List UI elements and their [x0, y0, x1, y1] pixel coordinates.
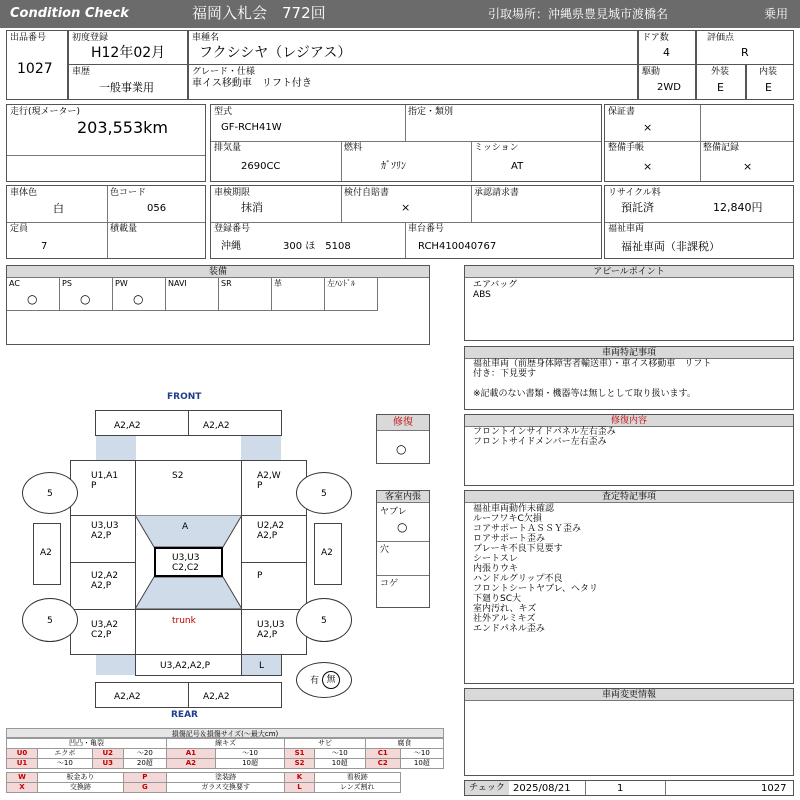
legend-cell: U3 — [92, 759, 123, 769]
appeal-title: アピールポイント — [465, 266, 793, 278]
wheel-rear-left: 5 — [22, 598, 78, 642]
cabin-koge-label: コゲ — [380, 579, 399, 589]
changes-title: 車両変更情報 — [465, 689, 793, 701]
legend-mark: ガラス交換要す — [166, 783, 284, 793]
legend-cell: U1 — [7, 759, 38, 769]
drive: 2WD — [657, 82, 681, 93]
check-label: チェック — [465, 781, 509, 795]
special-title: 車両特記事項 — [465, 347, 793, 359]
front-fender-right: A2,W P — [241, 460, 307, 516]
wheel-rear-right: 5 — [296, 598, 352, 642]
trim-cell — [188, 64, 638, 100]
inspection-label: 車検期限 — [214, 188, 251, 198]
cabin-yabure-value: ○ — [397, 520, 408, 534]
body-color-label: 車体色 — [10, 188, 38, 198]
vehicle-name-cell — [188, 30, 638, 65]
check-lot: 1027 — [761, 783, 787, 794]
equipment-label: PW — [115, 279, 128, 288]
diagram-rear-label: REAR — [171, 710, 198, 720]
wheel-front-left: 5 — [22, 472, 78, 514]
autodoc: × — [401, 201, 411, 214]
legend-cell: 10超 — [215, 759, 284, 769]
wheel-front-right: 5 — [296, 472, 352, 514]
legend-cell: ～10 — [400, 749, 443, 759]
cabin-yabure-label: ヤブレ — [380, 507, 407, 517]
cabin-block — [376, 490, 430, 608]
legend-mark: L — [285, 783, 315, 793]
first-reg-cell — [68, 30, 188, 65]
load-label: 積載量 — [110, 224, 138, 234]
legend-cell: ～10 — [37, 759, 92, 769]
equipment-item — [113, 278, 166, 311]
document-block — [604, 104, 794, 182]
vehicle-name-label: 車種名 — [192, 33, 220, 43]
plate-label: 登録番号 — [214, 224, 251, 234]
legend-mark: 看板跡 — [314, 773, 400, 783]
maint-record: × — [743, 160, 753, 173]
warranty-label: 保証書 — [608, 107, 636, 117]
recycle-status: 預託済 — [621, 201, 654, 214]
legend-cell: ～10 — [215, 749, 284, 759]
equipment-value: ○ — [133, 292, 144, 306]
equipment-label: 左ﾊﾝﾄﾞﾙ — [327, 279, 355, 288]
equipment-item — [7, 278, 60, 311]
quarter-left: U3,A2 C2,P — [70, 609, 136, 655]
check-count: 1 — [617, 783, 624, 794]
special-text: 福祉車両（前歴身体障害者輸送車）・車イス移動車 リフト 付き：下見要す ※記載のない書類・機器等は無しとして取り扱います。 — [473, 359, 712, 399]
history-cell — [68, 64, 188, 100]
appeal-block — [464, 265, 794, 341]
registration-block — [210, 185, 602, 259]
front-fender-left: U1,A1 P — [70, 460, 136, 516]
displacement-label: 排気量 — [214, 143, 242, 153]
rear-door-left: U2,A2 A2,P — [70, 562, 136, 610]
equipment-label: AC — [9, 279, 20, 288]
legend-cell: ～20 — [123, 749, 166, 759]
roof: U3,U3 C2,C2 — [154, 547, 223, 577]
plate-number: 300 ほ 5108 — [283, 241, 351, 252]
windshield-label: A — [182, 522, 189, 532]
quarter-right: U3,U3 A2,P — [241, 609, 307, 655]
legend-mark: X — [7, 783, 38, 793]
equipment-item — [325, 278, 378, 311]
recycle-block — [604, 185, 794, 259]
first-reg-label: 初度登録 — [72, 33, 109, 43]
equipment-title: 装備 — [7, 266, 429, 278]
repair-title: 修復 — [377, 415, 429, 431]
plate-area: 沖縄 — [221, 241, 241, 252]
appeal-text: エアバッグ ABS — [473, 280, 518, 300]
lot-number: 1027 — [17, 61, 53, 77]
legend-mark: 塗装跡 — [166, 773, 284, 783]
color-code: 056 — [147, 203, 167, 214]
legend-cell: ～10 — [314, 749, 365, 759]
assessment-text: 福祉車両動作未確認 ルーフワキC欠損 コアサポートＡＳＳＹ歪み ロアサポート歪み ブレーキ不良下見要す シートスレ 内張りウキ ハンドルグリップ不良 フロントシートヤブレ、ヘタリ 下廻りSC大 室内汚れ、キズ 社外アルミキズ エンドパネル歪み — [473, 504, 598, 634]
doors: 4 — [663, 46, 670, 59]
vehicle-class: 乗用 — [764, 7, 789, 21]
displacement: 2690CC — [241, 161, 281, 172]
equipment-item — [219, 278, 272, 311]
legend-cell: U2 — [92, 749, 123, 759]
side-panel-left: A2 — [33, 523, 61, 585]
legend-title: 損傷記号＆損傷サイズ(～最大cm) — [6, 728, 444, 738]
lot-number-label: 出品番号 — [10, 33, 47, 43]
exterior-grade: E — [717, 81, 724, 94]
check-row — [464, 780, 794, 796]
recycle-label: リサイクル料 — [608, 188, 661, 198]
assessment-title: 査定特記事項 — [465, 491, 793, 503]
fuel-label: 燃料 — [344, 143, 363, 153]
legend-cell: 10超 — [400, 759, 443, 769]
legend-mark: P — [123, 773, 166, 783]
spare-mark: 無 — [322, 671, 340, 689]
equipment-label: SR — [221, 279, 232, 288]
diagram-front-label: FRONT — [167, 392, 202, 402]
capacity: 7 — [41, 241, 48, 252]
equipment-item — [166, 278, 219, 311]
legend-cell: S2 — [285, 759, 315, 769]
transmission-label: ミッション — [474, 143, 519, 153]
approval-label: 承認請求書 — [474, 188, 520, 198]
model-label: 型式 — [214, 107, 233, 117]
header-bar — [0, 0, 800, 28]
equipment-label: PS — [62, 279, 72, 288]
doors-cell — [638, 30, 696, 65]
legend-mark: G — [123, 783, 166, 793]
trim-label: グレード・仕様 — [192, 67, 256, 77]
legend-cell: S1 — [285, 749, 315, 759]
recycle-amount: 12,840円 — [713, 201, 763, 214]
legend-cell: C2 — [365, 759, 400, 769]
legend-cell: U0 — [7, 749, 38, 759]
grade-cell — [696, 30, 794, 65]
repair-content-block — [464, 414, 794, 486]
repair-value: ○ — [396, 442, 407, 456]
mileage-label: 走行(現メーター) — [10, 107, 81, 117]
equipment-item — [60, 278, 113, 311]
side-panel-right: A2 — [314, 523, 342, 585]
front-door-right: U2,A2 A2,P — [241, 515, 307, 563]
capacity-label: 定員 — [10, 224, 29, 234]
legend-mark: 交換跡 — [37, 783, 123, 793]
changes-block — [464, 688, 794, 776]
legend-mark: K — [285, 773, 315, 783]
legend-mark: 板金あり — [37, 773, 123, 783]
equipment-value: ○ — [80, 292, 91, 306]
rear-door-right: P — [241, 562, 307, 610]
designation-label: 指定・類別 — [408, 107, 454, 117]
auction-title: 福岡入札会 772回 — [192, 4, 326, 22]
fuel: ｶﾞｿﾘﾝ — [381, 161, 406, 172]
transmission: AT — [511, 161, 524, 172]
pickup-location: 引取場所：沖縄県豊見城市渡橋名 — [488, 7, 669, 21]
mileage-cell — [6, 104, 206, 182]
car-diagram — [20, 388, 360, 724]
trim: 車イス移動車 リフト付き — [192, 78, 312, 89]
grade-label: 評価点 — [707, 33, 735, 43]
cabin-ana-label: 穴 — [380, 545, 390, 555]
equipment-item — [272, 278, 325, 311]
history-label: 車歴 — [72, 67, 91, 77]
front-bumper-left: A2,A2 — [95, 410, 189, 436]
brand-title: Condition Check — [10, 6, 129, 21]
legend-mark: W — [7, 773, 38, 783]
equipment-label: 革 — [274, 279, 282, 288]
equipment-label: NAVI — [168, 279, 187, 288]
doors-label: ドア数 — [642, 33, 669, 43]
chassis-label: 車台番号 — [408, 224, 445, 234]
maint: × — [643, 160, 653, 173]
vehicle-name: フクシシヤ（レジアス） — [199, 45, 352, 61]
rear-panel: U3,A2,A2,P — [135, 654, 242, 676]
mileage: 203,553km — [77, 118, 169, 137]
rear-bumper-left: A2,A2 — [95, 682, 189, 708]
inspection: 抹消 — [241, 201, 263, 214]
repair-indicator — [376, 414, 430, 464]
assessment-block — [464, 490, 794, 684]
repair-content-text: フロントインサイドパネル左右歪み フロントサイドメンバー左右歪み — [473, 427, 616, 447]
spec-block — [210, 104, 602, 182]
repair-content-title: 修復内容 — [465, 415, 793, 427]
cabin-title: 客室内張 — [377, 491, 429, 503]
body-block — [6, 185, 206, 259]
maint-label: 整備手帳 — [608, 143, 645, 153]
legend-cell: C1 — [365, 749, 400, 759]
welfare-status: 福祉車両（非課税） — [621, 240, 720, 253]
check-date: 2025/08/21 — [513, 783, 571, 794]
equipment-value: ○ — [27, 292, 38, 306]
interior-cell — [746, 64, 794, 100]
legend-mark: レンズ割れ — [314, 783, 400, 793]
drive-label: 駆動 — [642, 67, 661, 77]
legend-table: 凹凸・亀裂 線キズ サビ 腐食 U0 エクボ U2 ～20 A1 ～10 S1 ～10 C1 ～10 U1 ～10 U3 20超 A2 10超 S2 10超 C2 10超 W 板金あり P 塗装跡 K 看板跡 X 交換跡 G ガラス交換要す L レンズ割れ — [6, 738, 444, 793]
history: 一般事業用 — [99, 81, 154, 94]
warranty: × — [643, 121, 653, 134]
drive-cell — [638, 64, 696, 100]
trunk: trunk — [135, 609, 242, 655]
legend-cell: A2 — [166, 759, 215, 769]
grade: R — [741, 46, 749, 59]
exterior-label: 外装 — [711, 67, 730, 77]
hood: S2 — [135, 460, 242, 516]
model: GF-RCH41W — [221, 122, 282, 133]
interior-label: 内装 — [759, 67, 778, 77]
front-bumper-right: A2,A2 — [188, 410, 282, 436]
body-color: 白 — [53, 202, 64, 215]
exterior-cell — [696, 64, 746, 100]
spare-tire — [296, 662, 352, 698]
rear-lamp: L — [241, 654, 282, 676]
legend-cell: A1 — [166, 749, 215, 759]
autodoc-label: 検付自賠書 — [344, 188, 390, 198]
welfare-label: 福祉車両 — [608, 224, 645, 234]
legend-cell: 10超 — [314, 759, 365, 769]
chassis-number: RCH410040767 — [418, 241, 497, 252]
color-code-label: 色コード — [110, 188, 147, 198]
rear-bumper-right: A2,A2 — [188, 682, 282, 708]
first-reg: H12年02月 — [91, 45, 166, 61]
spare-label: 有 — [310, 676, 320, 686]
maint-record-label: 整備記録 — [703, 143, 740, 153]
interior-grade: E — [765, 81, 772, 94]
front-door-left: U3,U3 A2,P — [70, 515, 136, 563]
special-block — [464, 346, 794, 410]
lot-number-cell — [6, 30, 68, 100]
equipment-block — [6, 265, 430, 345]
legend-cell: 20超 — [123, 759, 166, 769]
legend-cell: エクボ — [37, 749, 92, 759]
